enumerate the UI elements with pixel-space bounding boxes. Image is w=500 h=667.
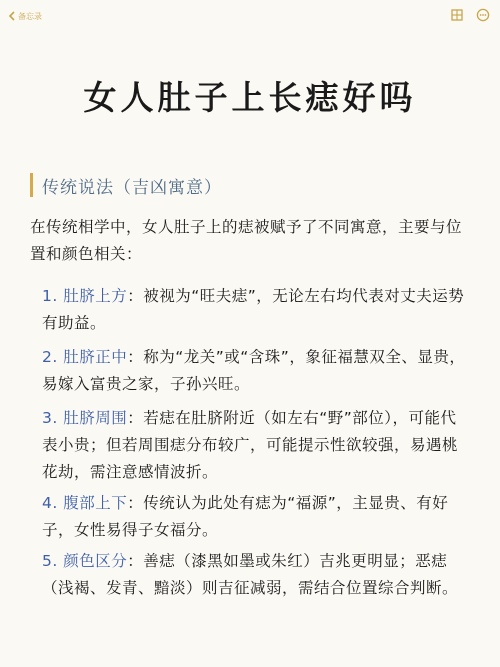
more-icon[interactable] [476, 7, 490, 21]
list-item-label: 1. 肚脐上方 [42, 287, 128, 305]
grid-icon[interactable] [450, 7, 464, 21]
list-item-label: 4. 腹部上下 [42, 494, 128, 512]
back-button[interactable] [8, 8, 42, 24]
intro-paragraph: 在传统相学中，女人肚子上的痣被赋予了不同寓意，主要与位置和颜色相关： [30, 218, 463, 263]
list-item-text: ：善痣（漆黑如墨或朱红）吉兆更明显；恶痣（浅褐、发青、黯淡）则吉征减弱，需结合位置综合判断。 [42, 552, 459, 597]
list-item-text: ：被视为“旺夫痣”，无论左右均代表对丈夫运势有助益。 [42, 287, 465, 332]
list-item [42, 344, 472, 398]
list-item-text: ：若痣在肚脐附近（如左右“野”部位），可能代表小贵；但若周围痣分布较广，可能提示性欲较强，易遇桃花劫，需注意感情波折。 [42, 409, 459, 481]
list-item [42, 405, 472, 486]
list-item-text: ：称为“龙关”或“含珠”，象征福慧双全、显贵，易嫁入富贵之家，子孙兴旺。 [42, 348, 466, 393]
list-item-text: ：传统认为此处有痣为“福源”，主显贵、有好子，女性易得子女福分。 [42, 494, 449, 539]
toolbar-icons [450, 7, 490, 21]
section-title: 传统说法（吉凶寓意） [42, 177, 222, 198]
list-item-label: 3. 肚脐周围 [42, 409, 128, 427]
back-label: 备忘录 [18, 11, 42, 21]
list-item [42, 283, 472, 337]
chevron-left-icon [8, 11, 15, 21]
list-item-label: 2. 肚脐正中 [42, 348, 128, 366]
list-item-label: 5. 颜色区分 [42, 552, 128, 570]
page-title: 女人肚子上长痣好吗 [83, 78, 417, 117]
list-item [42, 548, 472, 602]
section-accent-bar [30, 173, 33, 197]
top-bar [0, 0, 500, 30]
section-header [30, 172, 222, 198]
list-item [42, 490, 472, 544]
